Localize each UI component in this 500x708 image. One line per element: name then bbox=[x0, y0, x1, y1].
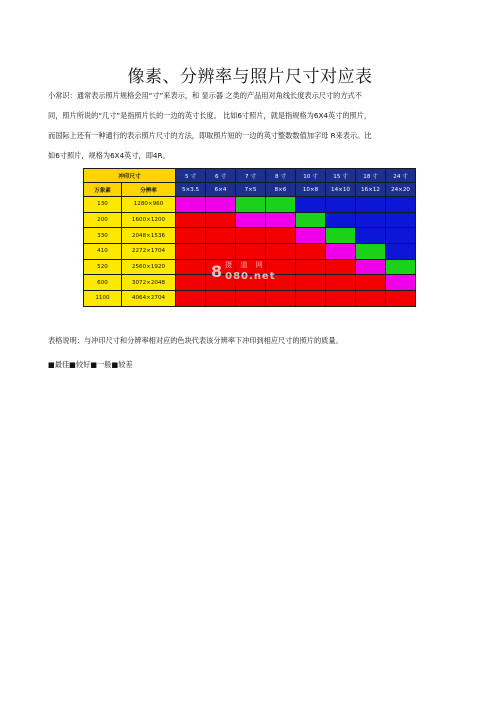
quality-cell bbox=[206, 259, 236, 275]
megapixel-cell: 130 bbox=[84, 197, 122, 213]
table-row bbox=[84, 228, 416, 244]
quality-cell bbox=[386, 259, 416, 275]
resolution-cell: 1600×1200 bbox=[122, 212, 176, 228]
header-row-2 bbox=[84, 183, 416, 197]
quality-cell bbox=[236, 259, 266, 275]
megapixel-cell: 410 bbox=[84, 244, 122, 260]
megapixel-cell: 330 bbox=[84, 228, 122, 244]
table-body bbox=[84, 169, 416, 307]
quality-cell bbox=[386, 197, 416, 213]
quality-cell bbox=[326, 244, 356, 260]
quality-cell bbox=[176, 212, 206, 228]
col-megapixel-header: 万象素 bbox=[84, 183, 122, 197]
resolution-cell: 2048×1536 bbox=[122, 228, 176, 244]
quality-cell bbox=[356, 244, 386, 260]
quality-cell bbox=[296, 291, 326, 307]
intro-line-1: 小常识：通常表示照片规格会用“寸”来表示，和 显示器 之类的产品用对角线长度表示尺寸的方式不 bbox=[48, 91, 362, 100]
quality-cell bbox=[206, 228, 236, 244]
resolution-table bbox=[83, 168, 416, 307]
quality-cell bbox=[326, 259, 356, 275]
intro-paragraph bbox=[48, 86, 458, 166]
quality-cell bbox=[176, 244, 206, 260]
intro-line-4: 如6寸照片，规格为6X4英寸，即4R。 bbox=[48, 151, 170, 160]
quality-cell bbox=[176, 228, 206, 244]
quality-cell bbox=[236, 228, 266, 244]
quality-cell bbox=[326, 197, 356, 213]
quality-cell bbox=[236, 212, 266, 228]
quality-cell bbox=[236, 197, 266, 213]
table-row bbox=[84, 244, 416, 260]
size-name-cell: 10 寸 bbox=[296, 169, 326, 183]
resolution-cell: 2560×1920 bbox=[122, 259, 176, 275]
quality-cell bbox=[326, 212, 356, 228]
size-dim-cell: 16×12 bbox=[356, 183, 386, 197]
quality-cell bbox=[266, 212, 296, 228]
quality-cell bbox=[206, 212, 236, 228]
quality-cell bbox=[296, 228, 326, 244]
quality-cell bbox=[236, 244, 266, 260]
quality-cell bbox=[266, 197, 296, 213]
megapixel-cell: 600 bbox=[84, 275, 122, 291]
quality-cell bbox=[206, 244, 236, 260]
quality-cell bbox=[386, 244, 416, 260]
quality-cell bbox=[386, 228, 416, 244]
quality-cell bbox=[296, 275, 326, 291]
quality-cell bbox=[266, 244, 296, 260]
quality-cell bbox=[356, 275, 386, 291]
quality-cell bbox=[206, 197, 236, 213]
quality-cell bbox=[386, 291, 416, 307]
size-name-cell: 24 寸 bbox=[386, 169, 416, 183]
size-dim-cell: 14×10 bbox=[326, 183, 356, 197]
quality-cell bbox=[266, 275, 296, 291]
resolution-cell: 2272×1704 bbox=[122, 244, 176, 260]
quality-cell bbox=[176, 259, 206, 275]
quality-cell bbox=[206, 291, 236, 307]
quality-cell bbox=[326, 228, 356, 244]
size-dim-cell: 7×5 bbox=[236, 183, 266, 197]
quality-cell bbox=[296, 197, 326, 213]
table-row bbox=[84, 259, 416, 275]
quality-cell bbox=[356, 228, 386, 244]
size-name-cell: 7 寸 bbox=[236, 169, 266, 183]
size-dim-cell: 24×20 bbox=[386, 183, 416, 197]
quality-cell bbox=[386, 212, 416, 228]
size-name-cell: 15 寸 bbox=[326, 169, 356, 183]
size-name-cell: 8 寸 bbox=[266, 169, 296, 183]
quality-cell bbox=[176, 291, 206, 307]
size-dim-cell: 8×6 bbox=[266, 183, 296, 197]
table-row bbox=[84, 197, 416, 213]
watermark-cn: 摄 道 网 bbox=[225, 261, 266, 269]
page-title: 像素、分辨率与照片尺寸对应表 bbox=[127, 67, 373, 87]
quality-cell bbox=[356, 197, 386, 213]
print-size-header: 冲印尺寸 bbox=[84, 169, 176, 183]
table-row bbox=[84, 275, 416, 291]
table-row bbox=[84, 212, 416, 228]
quality-cell bbox=[266, 259, 296, 275]
megapixel-cell: 520 bbox=[84, 259, 122, 275]
size-dim-cell: 5×3.5 bbox=[176, 183, 206, 197]
watermark-url: 080.net bbox=[225, 271, 276, 282]
intro-line-3: 而国际上还有一种通行的表示照片尺寸的方法，即取照片短的一边的英寸整数数值加字母 R来表示。比 bbox=[48, 131, 372, 140]
resolution-cell: 1280×960 bbox=[122, 197, 176, 213]
quality-cell bbox=[356, 291, 386, 307]
resolution-table-wrapper bbox=[83, 168, 415, 306]
quality-cell bbox=[176, 197, 206, 213]
quality-cell bbox=[386, 275, 416, 291]
size-name-cell: 18 寸 bbox=[356, 169, 386, 183]
quality-cell bbox=[356, 212, 386, 228]
size-dim-cell: 6×4 bbox=[206, 183, 236, 197]
size-dim-cell: 10×8 bbox=[296, 183, 326, 197]
legend: ■最佳■较好■一般■较差 bbox=[48, 360, 133, 369]
quality-cell bbox=[176, 275, 206, 291]
watermark-logo-icon: 8 bbox=[211, 261, 223, 281]
table-note: 表格说明：与冲印尺寸和分辨率相对应的色块代表该分辨率下冲印到相应尺寸的照片的质量。 bbox=[48, 336, 343, 345]
quality-cell bbox=[296, 212, 326, 228]
quality-cell bbox=[326, 291, 356, 307]
size-name-cell: 6 寸 bbox=[206, 169, 236, 183]
header-row-1 bbox=[84, 169, 416, 183]
quality-cell bbox=[326, 275, 356, 291]
quality-cell bbox=[296, 259, 326, 275]
col-resolution-header: 分辨率 bbox=[122, 183, 176, 197]
resolution-cell: 4064×2704 bbox=[122, 291, 176, 307]
quality-cell bbox=[266, 228, 296, 244]
quality-cell bbox=[236, 291, 266, 307]
table-row bbox=[84, 291, 416, 307]
quality-cell bbox=[236, 275, 266, 291]
quality-cell bbox=[356, 259, 386, 275]
intro-line-2: 同，照片所说的“几寸”是指照片长的一边的英寸长度。 比如6寸照片，就是指规格为6X4英寸的照片， bbox=[48, 111, 372, 120]
size-name-cell: 5 寸 bbox=[176, 169, 206, 183]
resolution-cell: 3072×2048 bbox=[122, 275, 176, 291]
quality-cell bbox=[296, 244, 326, 260]
megapixel-cell: 1100 bbox=[84, 291, 122, 307]
quality-cell bbox=[206, 275, 236, 291]
megapixel-cell: 200 bbox=[84, 212, 122, 228]
quality-cell bbox=[266, 291, 296, 307]
